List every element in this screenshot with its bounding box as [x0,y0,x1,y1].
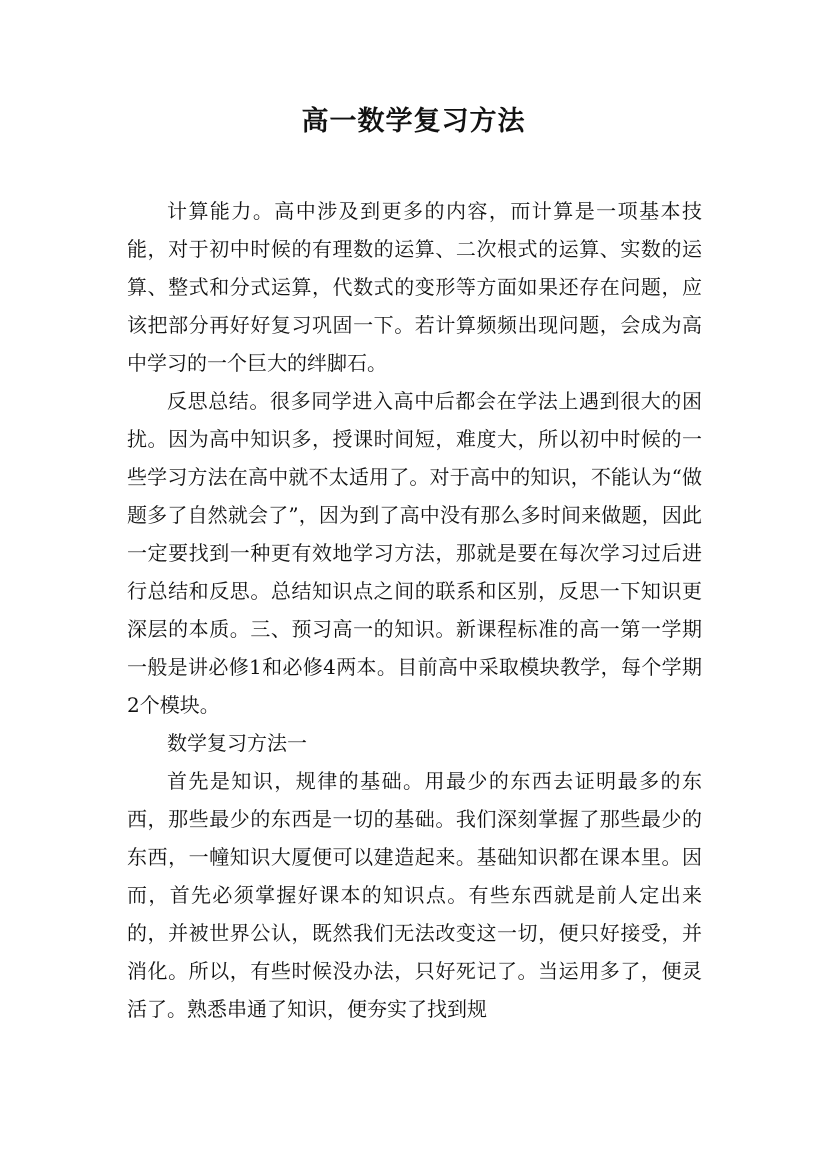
document-body [127,192,702,1028]
paragraph-calculation-ability: 计算能力。高中涉及到更多的内容，而计算是一项基本技能，对于初中时候的有理数的运算、二次根式的运算、实数的运算、整式和分式运算，代数式的变形等方面如果还存在问题，应该把部分再好好复习巩固一下。若计算频频出现问题，会成为高中学习的一个巨大的绊脚石。 [127,199,702,375]
paragraph-reflection-summary: 反思总结。很多同学进入高中后都会在学法上遇到很大的困扰。因为高中知识多，授课时间短，难度大，所以初中时候的一些学习方法在高中就不太适用了。对于高中的知识，不能认为“做题多了自然就会了”，因为到了高中没有那么多时间来做题，因此一定要找到一种更有效地学习方法，那就是要在每次学习过后进行总结和反思。总结知识点之间的联系和区别，反思一下知识更深层的本质。三、预习高一的知识。新课程标准的高一第一学期一般是讲必修1和必修4两本。目前高中采取模块教学，每个学期2个模块。 [127,389,702,717]
paragraph-knowledge-foundation: 首先是知识，规律的基础。用最少的东西去证明最多的东西，那些最少的东西是一切的基础。我们深刻掌握了那些最少的东西，一幢知识大厦便可以建造起来。基础知识都在课本里。因而，首先必须掌握好课本的知识点。有些东西就是前人定出来的，并被世界公认，既然我们无法改变这一切，便只好接受，并消化。所以，有些时候没办法，只好死记了。当运用多了，便灵活了。熟悉串通了知识，便夯实了找到规 [127,769,702,1021]
section-heading-method-one: 数学复习方法一 [167,731,307,755]
document-title: 高一数学复习方法 [301,106,526,137]
